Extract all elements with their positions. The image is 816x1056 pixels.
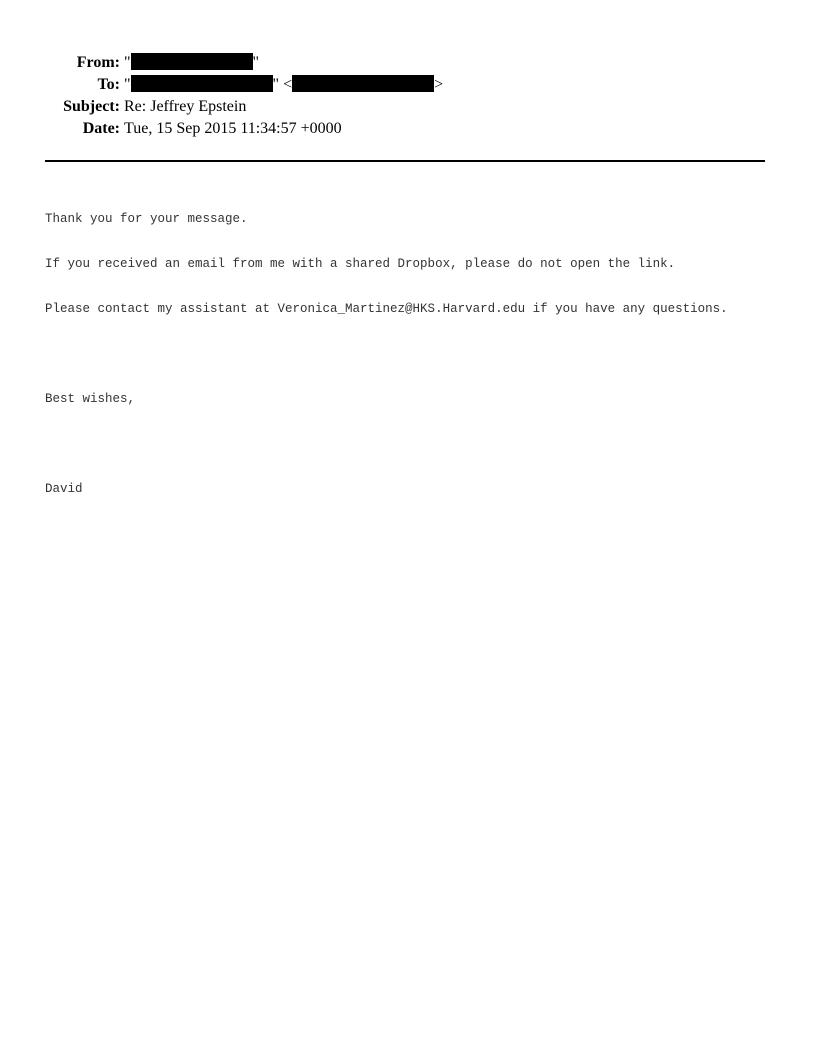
subject-label: Subject: bbox=[63, 98, 120, 115]
from-row bbox=[0, 52, 816, 74]
signature: David bbox=[45, 482, 83, 496]
redaction-block bbox=[292, 75, 434, 92]
header-divider bbox=[45, 160, 765, 162]
date-value: Tue, 15 Sep 2015 11:34:57 +0000 bbox=[124, 120, 342, 137]
subject-row bbox=[0, 96, 816, 118]
to-value: " " < > bbox=[124, 76, 444, 93]
closing-line: Best wishes, bbox=[45, 392, 136, 406]
date-row bbox=[0, 118, 816, 140]
body-line: If you received an email from me with a shared Dropbox, please do not open the link. bbox=[45, 257, 676, 271]
subject-value: Re: Jeffrey Epstein bbox=[124, 98, 247, 115]
redaction-block bbox=[131, 75, 273, 92]
redaction-block bbox=[131, 53, 253, 70]
from-label: From: bbox=[76, 54, 120, 71]
body-line: Thank you for your message. bbox=[45, 212, 248, 226]
date-label: Date: bbox=[82, 120, 120, 137]
to-label: To: bbox=[97, 76, 120, 93]
to-row bbox=[0, 74, 816, 96]
body-line: Please contact my assistant at Veronica_Martinez@HKS.Harvard.edu if you have any questions. bbox=[45, 302, 728, 316]
email-header bbox=[0, 52, 816, 140]
from-value: " " bbox=[124, 54, 260, 71]
email-body bbox=[45, 182, 785, 512]
